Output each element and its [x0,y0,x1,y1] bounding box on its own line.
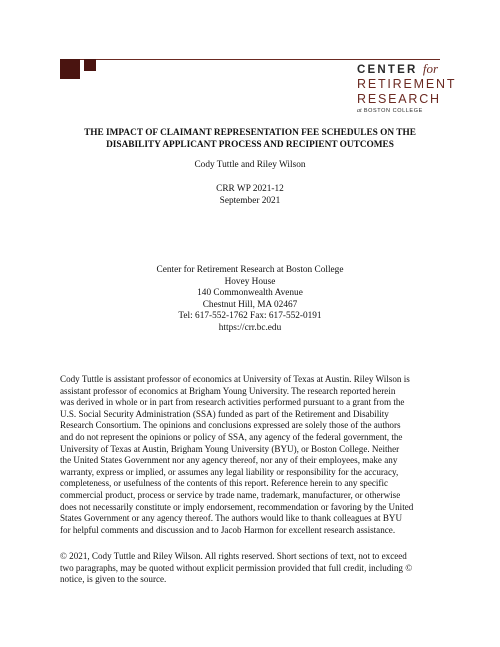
logo-row-center [357,62,443,77]
disclaimer-line: Research Consortium. The opinions and conclusions expressed are solely those of the authors [60,420,401,431]
disclaimer-line: and do not represent the opinions or policy of SSA, any agency of the federal government, the [60,431,403,442]
logo-square-small [84,59,96,71]
copyright-line: © 2021, Cody Tuttle and Riley Wilson. All rights reserved. Short sections of text, not to exceed [60,551,407,561]
disclaimer-line: warranty, express or implied, or assumes any legal liability or responsibility for the accuracy, [60,466,399,477]
authors: Cody Tuttle and Riley Wilson [194,160,306,170]
wp-date: September 2021 [219,195,281,206]
address-block [40,265,460,334]
disclaimer-line: assistant professor of economics at Brigham Young University. The research reported herein [60,385,396,396]
title-line-2: DISABILITY APPLICANT PROCESS AND RECIPIENT OUTCOMES [106,140,394,150]
copyright-line: two paragraphs, may be quoted without explicit permission provided that full credit, including © [60,562,413,573]
logo-retirement-text: RETIREMENT [357,77,457,91]
disclaimer-line: Cody Tuttle is assistant professor of economics at University of Texas at Austin. Riley Wilson is [60,374,410,384]
disclaimer-line: commercial product, process or service by trade name, trademark, manufacturer, or otherwise [60,489,401,500]
address-url[interactable]: https://crr.bc.edu [218,322,282,333]
copyright-paragraph [60,551,443,586]
disclaimer-paragraph [60,374,443,536]
address-building: Hovey House [224,276,276,287]
paper-title [40,127,460,151]
disclaimer-line: was derived in whole or in part from research activities performed pursuant to a grant from the [60,397,405,408]
logo-at-text: at [357,108,362,114]
logo-row-bc [357,107,443,115]
logo-square-large [60,59,80,79]
header-rule [60,59,440,60]
disclaimer-line: University of Texas at Austin, Brigham Young University (BYU), or Boston College. Neither [60,443,400,454]
wp-number: CRR WP 2021-12 [216,184,284,194]
address-city: Chestnut Hill, MA 02467 [202,299,298,310]
logo-research-text: RESEARCH [357,92,441,106]
disclaimer-line: for helpful comments and discussion and to Jacob Harmon for excellent research assistance. [60,524,396,535]
disclaimer-line: U.S. Social Security Administration (SSA) funded as part of the Retirement and Disability [60,408,389,419]
logo-center-text: CENTER [357,64,418,76]
logo-bc-text: BOSTON COLLEGE [363,108,423,114]
copyright-line: notice, is given to the source. [60,574,167,585]
address-street: 140 Commonwealth Avenue [197,288,303,298]
address-org: Center for Retirement Research at Boston College [156,265,344,275]
disclaimer-line: States Government or any agency thereof. The authors would like to thank colleagues at BYU [60,513,403,524]
working-paper-info [40,184,460,207]
disclaimer-line: does not necessarily constitute or imply endorsement, recommendation or favoring by the United [60,501,414,512]
disclaimer-line: completeness, or usefulness of the contents of this report. Reference herein to any specific [60,478,389,489]
address-phone-fax: Tel: 617-552-1762 Fax: 617-552-0191 [178,311,322,321]
crr-logo [357,61,457,115]
logo-for-text: for [422,61,439,76]
disclaimer-line: the United States Government nor any agency thereof, nor any of their employees, make any [60,455,398,466]
title-line-1: THE IMPACT OF CLAIMANT REPRESENTATION FEE SCHEDULES ON THE [84,128,416,138]
